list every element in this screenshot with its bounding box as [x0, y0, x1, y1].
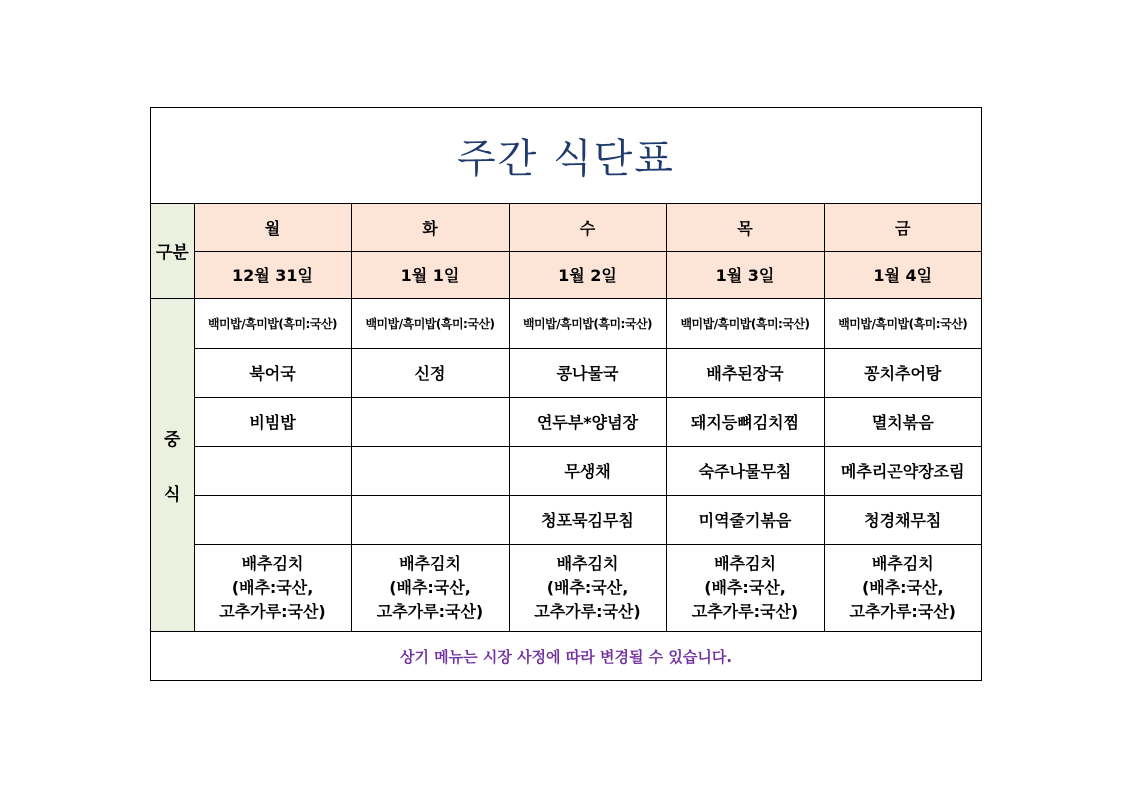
date-cell: 1월 2일	[509, 251, 666, 298]
dish-cell: 미역줄기볶음	[666, 495, 824, 544]
dish-cell: 신정	[351, 348, 509, 397]
dish-cell: 꽁치추어탕	[824, 348, 981, 397]
weekday-row	[151, 204, 981, 251]
weekday-cell: 수	[509, 204, 666, 251]
kimchi-line: (배추:국산,	[861, 577, 944, 597]
kimchi-cell	[666, 544, 824, 631]
date-cell: 1월 1일	[351, 251, 509, 298]
dish-cell	[351, 446, 509, 495]
rice-cell: 백미밥/흑미밥(흑미:국산)	[824, 298, 981, 348]
dish-cell	[194, 446, 351, 495]
weekday-cell: 목	[666, 204, 824, 251]
rice-row	[151, 298, 981, 348]
kimchi-line: 배추김치	[556, 553, 619, 573]
dish-cell: 북어국	[194, 348, 351, 397]
dish-cell: 콩나물국	[509, 348, 666, 397]
weekly-menu-sheet	[150, 107, 982, 681]
kimchi-cell	[351, 544, 509, 631]
kimchi-line: 고추가루:국산)	[376, 601, 484, 621]
dish-cell: 숙주나물무침	[666, 446, 824, 495]
dish-cell: 멸치볶음	[824, 397, 981, 446]
kimchi-line: 배추김치	[871, 553, 934, 573]
kimchi-cell	[509, 544, 666, 631]
weekday-cell: 금	[824, 204, 981, 251]
kimchi-line: 배추김치	[714, 553, 776, 573]
kimchi-line: (배추:국산,	[546, 577, 629, 597]
kimchi-line: 고추가루:국산)	[219, 601, 326, 621]
dish-row	[151, 397, 981, 446]
title-row	[151, 108, 981, 204]
dish-row	[151, 446, 981, 495]
weekday-cell: 화	[351, 204, 509, 251]
date-cell: 1월 4일	[824, 251, 981, 298]
dish-cell: 무생채	[509, 446, 666, 495]
dish-cell	[351, 495, 509, 544]
kimchi-cell	[194, 544, 351, 631]
kimchi-line: (배추:국산,	[231, 577, 314, 597]
date-cell: 12월 31일	[194, 251, 351, 298]
rice-cell: 백미밥/흑미밥(흑미:국산)	[194, 298, 351, 348]
meal-label	[151, 298, 194, 631]
dish-cell: 청포묵김무침	[509, 495, 666, 544]
kimchi-row	[151, 544, 981, 631]
dish-row	[151, 348, 981, 397]
kimchi-line: 고추가루:국산)	[849, 601, 956, 621]
kimchi-line: 고추가루:국산)	[691, 601, 799, 621]
meal-label-char: 중	[164, 429, 181, 450]
row-header-label: 구분	[151, 204, 194, 298]
dish-row	[151, 495, 981, 544]
dish-cell: 배추된장국	[666, 348, 824, 397]
dish-cell: 연두부*양념장	[509, 397, 666, 446]
rice-cell: 백미밥/흑미밥(흑미:국산)	[509, 298, 666, 348]
menu-table	[151, 204, 981, 632]
kimchi-line: (배추:국산,	[389, 577, 471, 597]
kimchi-cell	[824, 544, 981, 631]
kimchi-line: 배추김치	[399, 553, 461, 573]
dish-cell	[194, 495, 351, 544]
date-cell: 1월 3일	[666, 251, 824, 298]
notice-text: 상기 메뉴는 시장 사정에 따라 변경될 수 있습니다.	[399, 648, 733, 666]
rice-cell: 백미밥/흑미밥(흑미:국산)	[666, 298, 824, 348]
dish-cell: 돼지등뼈김치찜	[666, 397, 824, 446]
meal-label-char: 식	[164, 484, 181, 505]
notice-row	[151, 633, 981, 680]
date-row	[151, 251, 981, 298]
kimchi-line: 고추가루:국산)	[534, 601, 641, 621]
weekday-cell: 월	[194, 204, 351, 251]
page-title: 주간 식단표	[457, 136, 675, 182]
dish-cell: 비빔밥	[194, 397, 351, 446]
kimchi-line: 배추김치	[241, 553, 304, 573]
kimchi-line: (배추:국산,	[704, 577, 786, 597]
rice-cell: 백미밥/흑미밥(흑미:국산)	[351, 298, 509, 348]
dish-cell	[351, 397, 509, 446]
dish-cell: 청경채무침	[824, 495, 981, 544]
dish-cell: 메추리곤약장조림	[824, 446, 981, 495]
